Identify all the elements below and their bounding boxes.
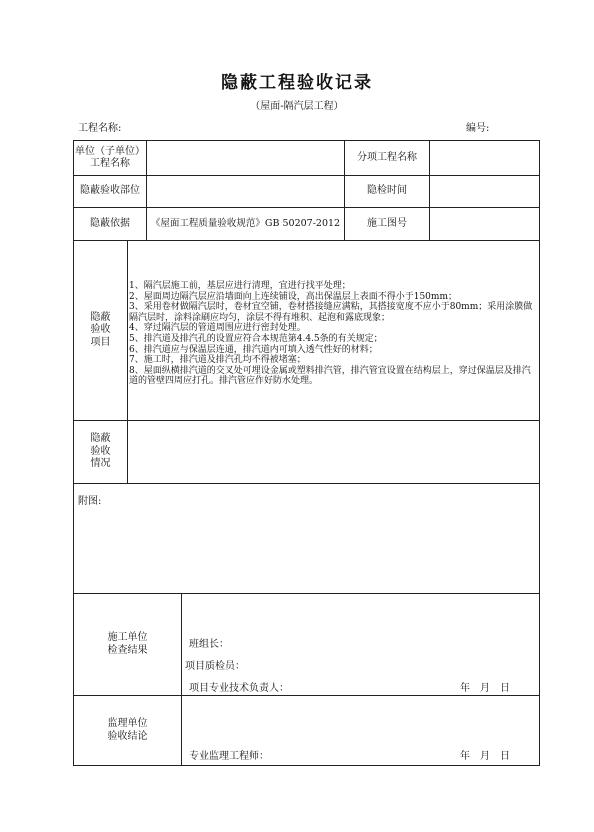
row-divider	[74, 483, 539, 484]
inspection-item: 6、排汽道应与保温层连通，排汽道内可填入透气性好的材料；	[129, 344, 378, 355]
inspection-item: 7、施工时，排汽道及排汽孔均不得被堵塞；	[129, 355, 306, 366]
situation-label: 隐蔽 验收 情况	[90, 433, 111, 470]
page-title: 隐蔽工程验收记录	[221, 73, 373, 93]
items-label: 隐蔽 验收 项目	[90, 311, 111, 348]
construction-date: 年 月 日	[460, 683, 510, 694]
quality-inspector-label: 项目质检员：	[185, 661, 245, 672]
inspection-item: 8、屋面纵横排汽道的交叉处可埋设金属或塑料排汽管，排汽管宜设置在结构层上，穿过保温层及排汽道的管壁四周应打孔。排汽管应作好防水处理。	[129, 365, 531, 387]
basis-value: 《屋面工程质量验收规范》GB 50207-2012	[150, 218, 341, 230]
team-leader-label: 班组长：	[189, 639, 229, 650]
col-divider	[181, 593, 182, 765]
row-divider	[74, 240, 539, 241]
inspection-item: 1、隔汽层施工前，基层应进行清理，宜进行找平处理；	[129, 281, 351, 291]
page-subtitle: （屋面-隔汽层工程）	[250, 101, 344, 112]
hidden-part-field[interactable]	[147, 176, 344, 207]
inspection-form	[73, 140, 540, 766]
drawing-number-label: 施工图号	[367, 217, 407, 229]
inspection-item: 2、屋面周边隔汽层应沿墙面向上连续铺设，高出保温层上表面不得小于150mm；	[129, 291, 457, 302]
basis-label: 隐蔽依据	[90, 217, 130, 229]
inspection-item: 3、采用卷材做隔汽层时，卷材宜空铺，卷材搭接缝应满粘，其搭接宽度不应小于80mm；采用涂膜做隔汽层时，涂料涂刷应均匀，涂层不得有堆积、起泡和露底现象；	[129, 302, 533, 323]
supervision-unit-label: 监理单位 验收结论	[107, 718, 148, 742]
hidden-part-label: 隐蔽验收部位	[80, 185, 140, 197]
attached-figure-label: 附图:	[78, 496, 102, 507]
situation-field[interactable]	[128, 421, 539, 483]
tech-leader-label: 项目专业技术负责人：	[189, 683, 289, 694]
inspection-item: 5、排汽道及排汽孔的设置应符合本规范第4.4.5条的有关规定；	[129, 333, 383, 344]
drawing-number-field[interactable]	[430, 208, 539, 240]
check-time-label: 隐检时间	[367, 185, 407, 197]
inspection-item: 4、穿过隔汽层的管道周围应进行密封处理。	[129, 323, 306, 334]
subitem-name-field[interactable]	[430, 141, 539, 175]
unit-name-label: 单位（子单位） 工程名称	[75, 145, 145, 169]
number-label: 编号:	[466, 123, 490, 134]
unit-name-field[interactable]	[147, 141, 344, 175]
construction-unit-label: 施工单位 检查结果	[107, 632, 148, 656]
inspection-items-list	[129, 281, 535, 387]
check-time-field[interactable]	[430, 176, 539, 207]
supervision-date: 年 月 日	[460, 751, 510, 762]
supervision-engineer-label: 专业监理工程师：	[189, 751, 269, 762]
subitem-name-label: 分项工程名称	[357, 151, 417, 163]
project-name-label: 工程名称:	[78, 123, 122, 134]
